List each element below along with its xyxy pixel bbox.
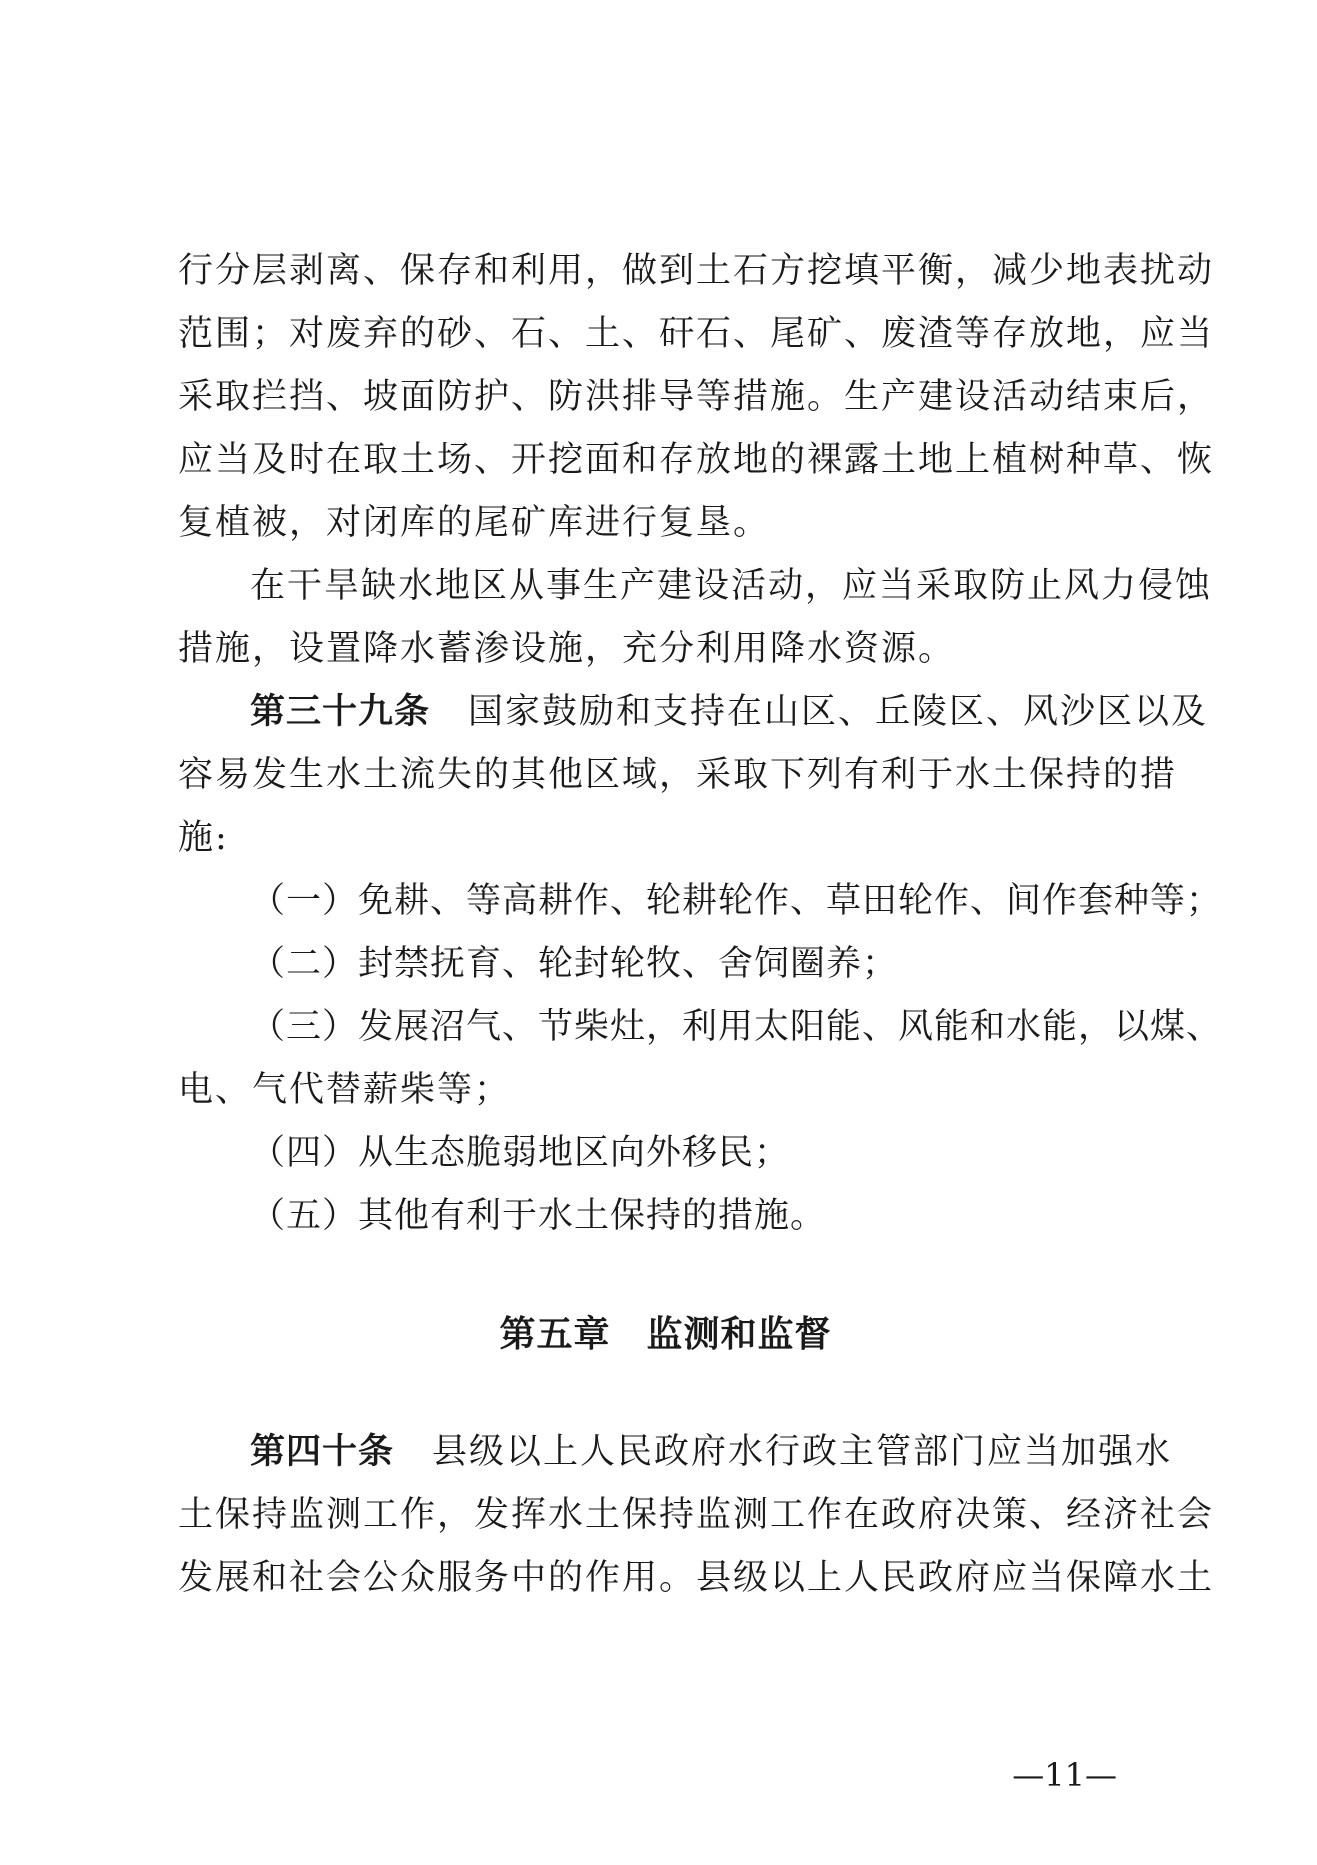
text-line: 措施，设置降水蓄渗设施，充分利用降水资源。 <box>178 629 956 669</box>
text-line: 在干旱缺水地区从事生产建设活动，应当采取防止风力侵蚀 <box>250 566 1213 606</box>
article-heading: 第三十九条 <box>250 692 431 732</box>
measures-list <box>178 870 1223 1248</box>
list-item: （五）其他有利于水土保持的措施。 <box>250 1196 827 1236</box>
chapter-number: 第五章 <box>499 1314 611 1355</box>
text-line: 施: <box>178 818 229 858</box>
page-body <box>178 240 1223 1610</box>
article-text: 县级以上人民政府水行政主管部门应当加强水 <box>432 1432 1173 1472</box>
text-line: 发展和社会公众服务中的作用。县级以上人民政府应当保障水土 <box>178 1558 1215 1598</box>
text-line: 范围；对废弃的砂、石、土、矸石、尾矿、废渣等存放地，应当 <box>178 314 1215 354</box>
article-text: 国家鼓励和支持在山区、丘陵区、风沙区以及 <box>468 692 1209 732</box>
article-heading: 第四十条 <box>250 1432 395 1472</box>
text-line: 容易发生水土流失的其他区域，采取下列有利于水土保持的措 <box>178 755 1178 795</box>
text-line: 复植被，对闭库的尾矿库进行复垦。 <box>178 503 771 543</box>
article-40 <box>178 1421 1215 1610</box>
article-39 <box>178 681 1209 870</box>
text-line: 应当及时在取土场、开挖面和存放地的裸露土地上植树种草、恢 <box>178 440 1215 480</box>
paragraph-arid-regions <box>178 555 1213 681</box>
list-item: （四）从生态脆弱地区向外移民； <box>250 1133 791 1173</box>
text-line <box>178 681 1209 744</box>
list-item: （二）封禁抚育、轮封轮牧、舍饲圈养； <box>250 944 899 984</box>
text-line: 采取拦挡、坡面防护、防洪排导等措施。生产建设活动结束后， <box>178 377 1215 417</box>
page-number: —11— <box>1012 1756 1117 1794</box>
text-line: 行分层剥离、保存和利用，做到土石方挖填平衡，减少地表扰动 <box>178 251 1215 291</box>
text-line: 土保持监测工作，发挥水土保持监测工作在政府决策、经济社会 <box>178 1495 1215 1535</box>
chapter-heading <box>178 1303 1153 1366</box>
list-item: （三）发展沼气、节柴灶，利用太阳能、风能和水能，以煤、 <box>250 1007 1223 1047</box>
paragraph-continuation <box>178 240 1215 555</box>
text-line <box>178 1421 1173 1484</box>
chapter-title: 监测和监督 <box>646 1314 832 1355</box>
list-item: （一）免耕、等高耕作、轮耕轮作、草田轮作、间作套种等； <box>250 881 1223 921</box>
list-item-continuation: 电、气代替薪柴等； <box>178 1070 512 1110</box>
